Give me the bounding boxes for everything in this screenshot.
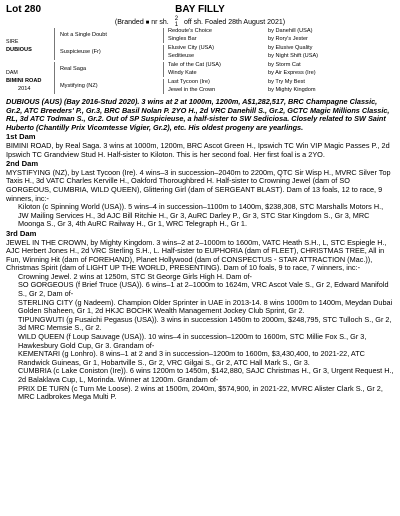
second-dam-text: MYSTIFYING (NZ), by Last Tycoon (Ire). 4 wins–3 in succession–2040m to 2200m, QTC Sir Wisp H., MVRC Silver Top Taxis H., 3d VATC Charles Kerville H., Oakford Thoroughbred H. Half-sister to Crowning Jewel (dam of SO GORGEOUS, CUMBRIA, WILD QUEEN), Glittering Girl (dam of SERGEANT BLAST). Dam of 13 foals, 12 to race, 9 winners, inc:-	[6, 167, 391, 203]
brand-line	[0, 16, 400, 28]
first-dam-heading: 1st Dam	[6, 132, 36, 142]
sire-label: SIRE	[6, 39, 19, 45]
dam-sire: Real Saga	[60, 66, 87, 72]
dam-label: DAM	[6, 70, 18, 76]
gen3-entry: Singles Bar	[168, 36, 197, 42]
pedigree-bracket	[54, 28, 55, 60]
gen3-entry: Redoute's Choice	[168, 28, 212, 34]
pedigree-bracket	[163, 45, 164, 60]
pedigree-table	[6, 28, 394, 96]
gen3-entry: Last Tycoon (Ire)	[168, 79, 210, 85]
gen4-entry: by Storm Cat	[268, 62, 301, 68]
brand-mid: nr sh.	[151, 18, 169, 26]
brand-fraction-bottom: 1	[174, 22, 179, 28]
third-dam-progeny: KEMENTARI (g Lonhro). 8 wins–1 at 2 and 3 in succession–1200m to 1600m, $3,430,400, to 2021-22, ATC Randwick Guineas, Gr 1, Hobartville S., Gr 2, VRC Gilgai S., Gr 2, ATC Hall Mark S., Gr 3.	[18, 349, 365, 367]
third-dam-progeny: TIPUNGWUTI (g Fusaichi Pegasus (USA)). 3 wins in succession 1450m to 2000m, $248,795, STC Tulloch S., Gr 2, 3d MRC Memsie S., Gr 2.	[18, 314, 392, 333]
gen4-entry: by Danehill (USA)	[268, 28, 313, 34]
sire-summary: DUBIOUS (AUS) (Bay 2016-Stud 2020). 3 wins at 2 at 1000m, 1200m, A$1,282,517, BRC Champagne Classic, Gr.2, ATC Breeders' P., Gr.3, BRC Basil Nolan P. 2YO H., 2d VRC Danehill S., Gr.2, GCTC Magic Millions Classic, RL, 3d ATC Todman S., Gr.2. Out of SP Suspicieuse, a half-sister to SW Sediciosa. Closely related to SW Saint Huberto (Chantilly Prix Vicomtesse Vigier, Gr.2), etc. His oldest progeny are yearlings.	[6, 97, 390, 132]
pedigree-bracket	[163, 62, 164, 77]
dam-year: 2014	[18, 86, 31, 92]
second-dam-heading: 2nd Dam	[6, 159, 39, 169]
dam-name: BIMINI ROAD	[6, 78, 42, 84]
third-dam-progeny: PRIX DE TURN (c Turn Me Loose). 2 wins at 1500m, 2040m, $574,900, in 2021-22, MVRC Alister Clark S., Gr 2, MRC Ladbrokes Mega Multi P.	[18, 383, 383, 402]
brand-prefix: (Branded	[114, 18, 144, 26]
brand-suffix: off sh. Foaled 28th August 2021)	[184, 18, 286, 26]
pedigree-bracket	[54, 62, 55, 94]
gen3-entry: Tale of the Cat (USA)	[168, 62, 221, 68]
sire-dam: Suspicieuse (Fr)	[60, 49, 101, 55]
pedigree-bracket	[163, 79, 164, 94]
brand-fraction-top: 2	[174, 16, 179, 22]
third-dam-progeny: CUMBRIA (c Lake Coniston (Ire)). 6 wins 1200m to 1450m, $142,880, SAJC Christmas H., Gr 3, Urgent Request H., 2d Balaklava Cup, L, Morinda. Winner at 1200m. Grandam of-	[18, 366, 394, 384]
brand-mark-icon: ■	[145, 19, 150, 26]
gen4-entry: by Air Express (Ire)	[268, 70, 316, 76]
catalogue-body	[6, 98, 394, 402]
sire-name: DUBIOUS	[6, 47, 32, 53]
gen4-entry: by Rory's Jester	[268, 36, 308, 42]
gen4-entry: by Mighty Kingdom	[268, 87, 316, 93]
gen3-entry: Jewel in the Crown	[168, 87, 216, 93]
second-dam-progeny: Kiloton (c Spinning World (USA)). 5 wins–4 in succession–1100m to 1400m, $238,308, STC Marshalls Motors H., JW Mailing Services H., 3d AJC Bill Ritchie H., Gr 3, AuRC Darley P., Gr 3, STC Star Kingdom S., Gr 3, MRC Moonga S., Gr 3, 4th AuRC Railway H., Gr 1, WRC Telegraph H., Gr 1.	[18, 202, 384, 229]
gen4-entry: by Elusive Quality	[268, 45, 313, 51]
sire-sire: Not a Single Doubt	[60, 32, 107, 38]
third-dam-progeny: WILD QUEEN (f Loup Sauvage (USA)). 10 wins–4 in succession–1200m to 1600m, STC Millie Fox S., Gr 3, Hawkesbury Gold Cup, Gr 3. Grandam of-	[18, 332, 367, 350]
third-dam-progeny: SO GORGEOUS (f Brief Truce (USA)). 6 wins–1 at 2–1000m to 1624m, VRC Ascot Vale S., Gr 2, Edward Manifold S., Gr 2, Dam of-	[18, 280, 389, 299]
third-dam-heading: 3rd Dam	[6, 228, 37, 238]
gen3-entry: Windy Kate	[168, 70, 197, 76]
lot-number: Lot 280	[6, 4, 42, 15]
third-dam-text: JEWEL IN THE CROWN, by Mighty Kingdom. 3 wins–2 at 2–1000m to 1600m, VATC Heath S.H., L, STC Espiegle H., AJC Herbert Jones H., 2d VRC Sterling S.H., L. Half-sister to EUPHORIA (dam of FLEET), CHRISTMAS TREE, All in Fun, Winning Hit (dam of FOREHAND), Planet Hollywood (dam of CONSPECTUS - STAR ATTRACTION (Mac.)), Christmas Spirit (dam of LIGHT UP THE WORLD, PRESENTING). Dam of 10 foals, 9 to race, 7 winners, inc:-	[6, 237, 387, 273]
third-dam-progeny: STERLING CITY (g Nadeem). Champion Older Sprinter in UAE in 2013-14. 8 wins 1000m to 1400m, Meydan Dubai Golden Shaheen, Gr 1, 2d HKJC BOCHK Wealth Management Jockey Club Sprint, Gr 2.	[18, 297, 393, 316]
gen4-entry: by Try My Best	[268, 79, 305, 85]
dam-dam: Mystifying (NZ)	[60, 83, 98, 89]
gen3-entry: Elusive City (USA)	[168, 45, 215, 51]
third-dam-progeny: Crowning Jewel. 2 wins at 1250m, STC St George Girls High H. Dam of-	[18, 271, 252, 281]
lot-title: BAY FILLY	[175, 4, 225, 15]
pedigree-bracket	[163, 28, 164, 43]
brand-fraction	[175, 16, 178, 28]
gen4-entry: by Night Shift (USA)	[268, 53, 319, 59]
gen3-entry: Seditieuse	[168, 53, 195, 59]
first-dam-text: BIMINI ROAD, by Real Saga. 3 wins at 1000m, 1200m, BRC Ascot Green H., Ipswich TC Win VIP Magic Passes P., 2d Ipswich TC Grandview Stud H. Half-sister to Kiloton. This is her second foal. Her first foal is a 2YO.	[6, 140, 390, 159]
